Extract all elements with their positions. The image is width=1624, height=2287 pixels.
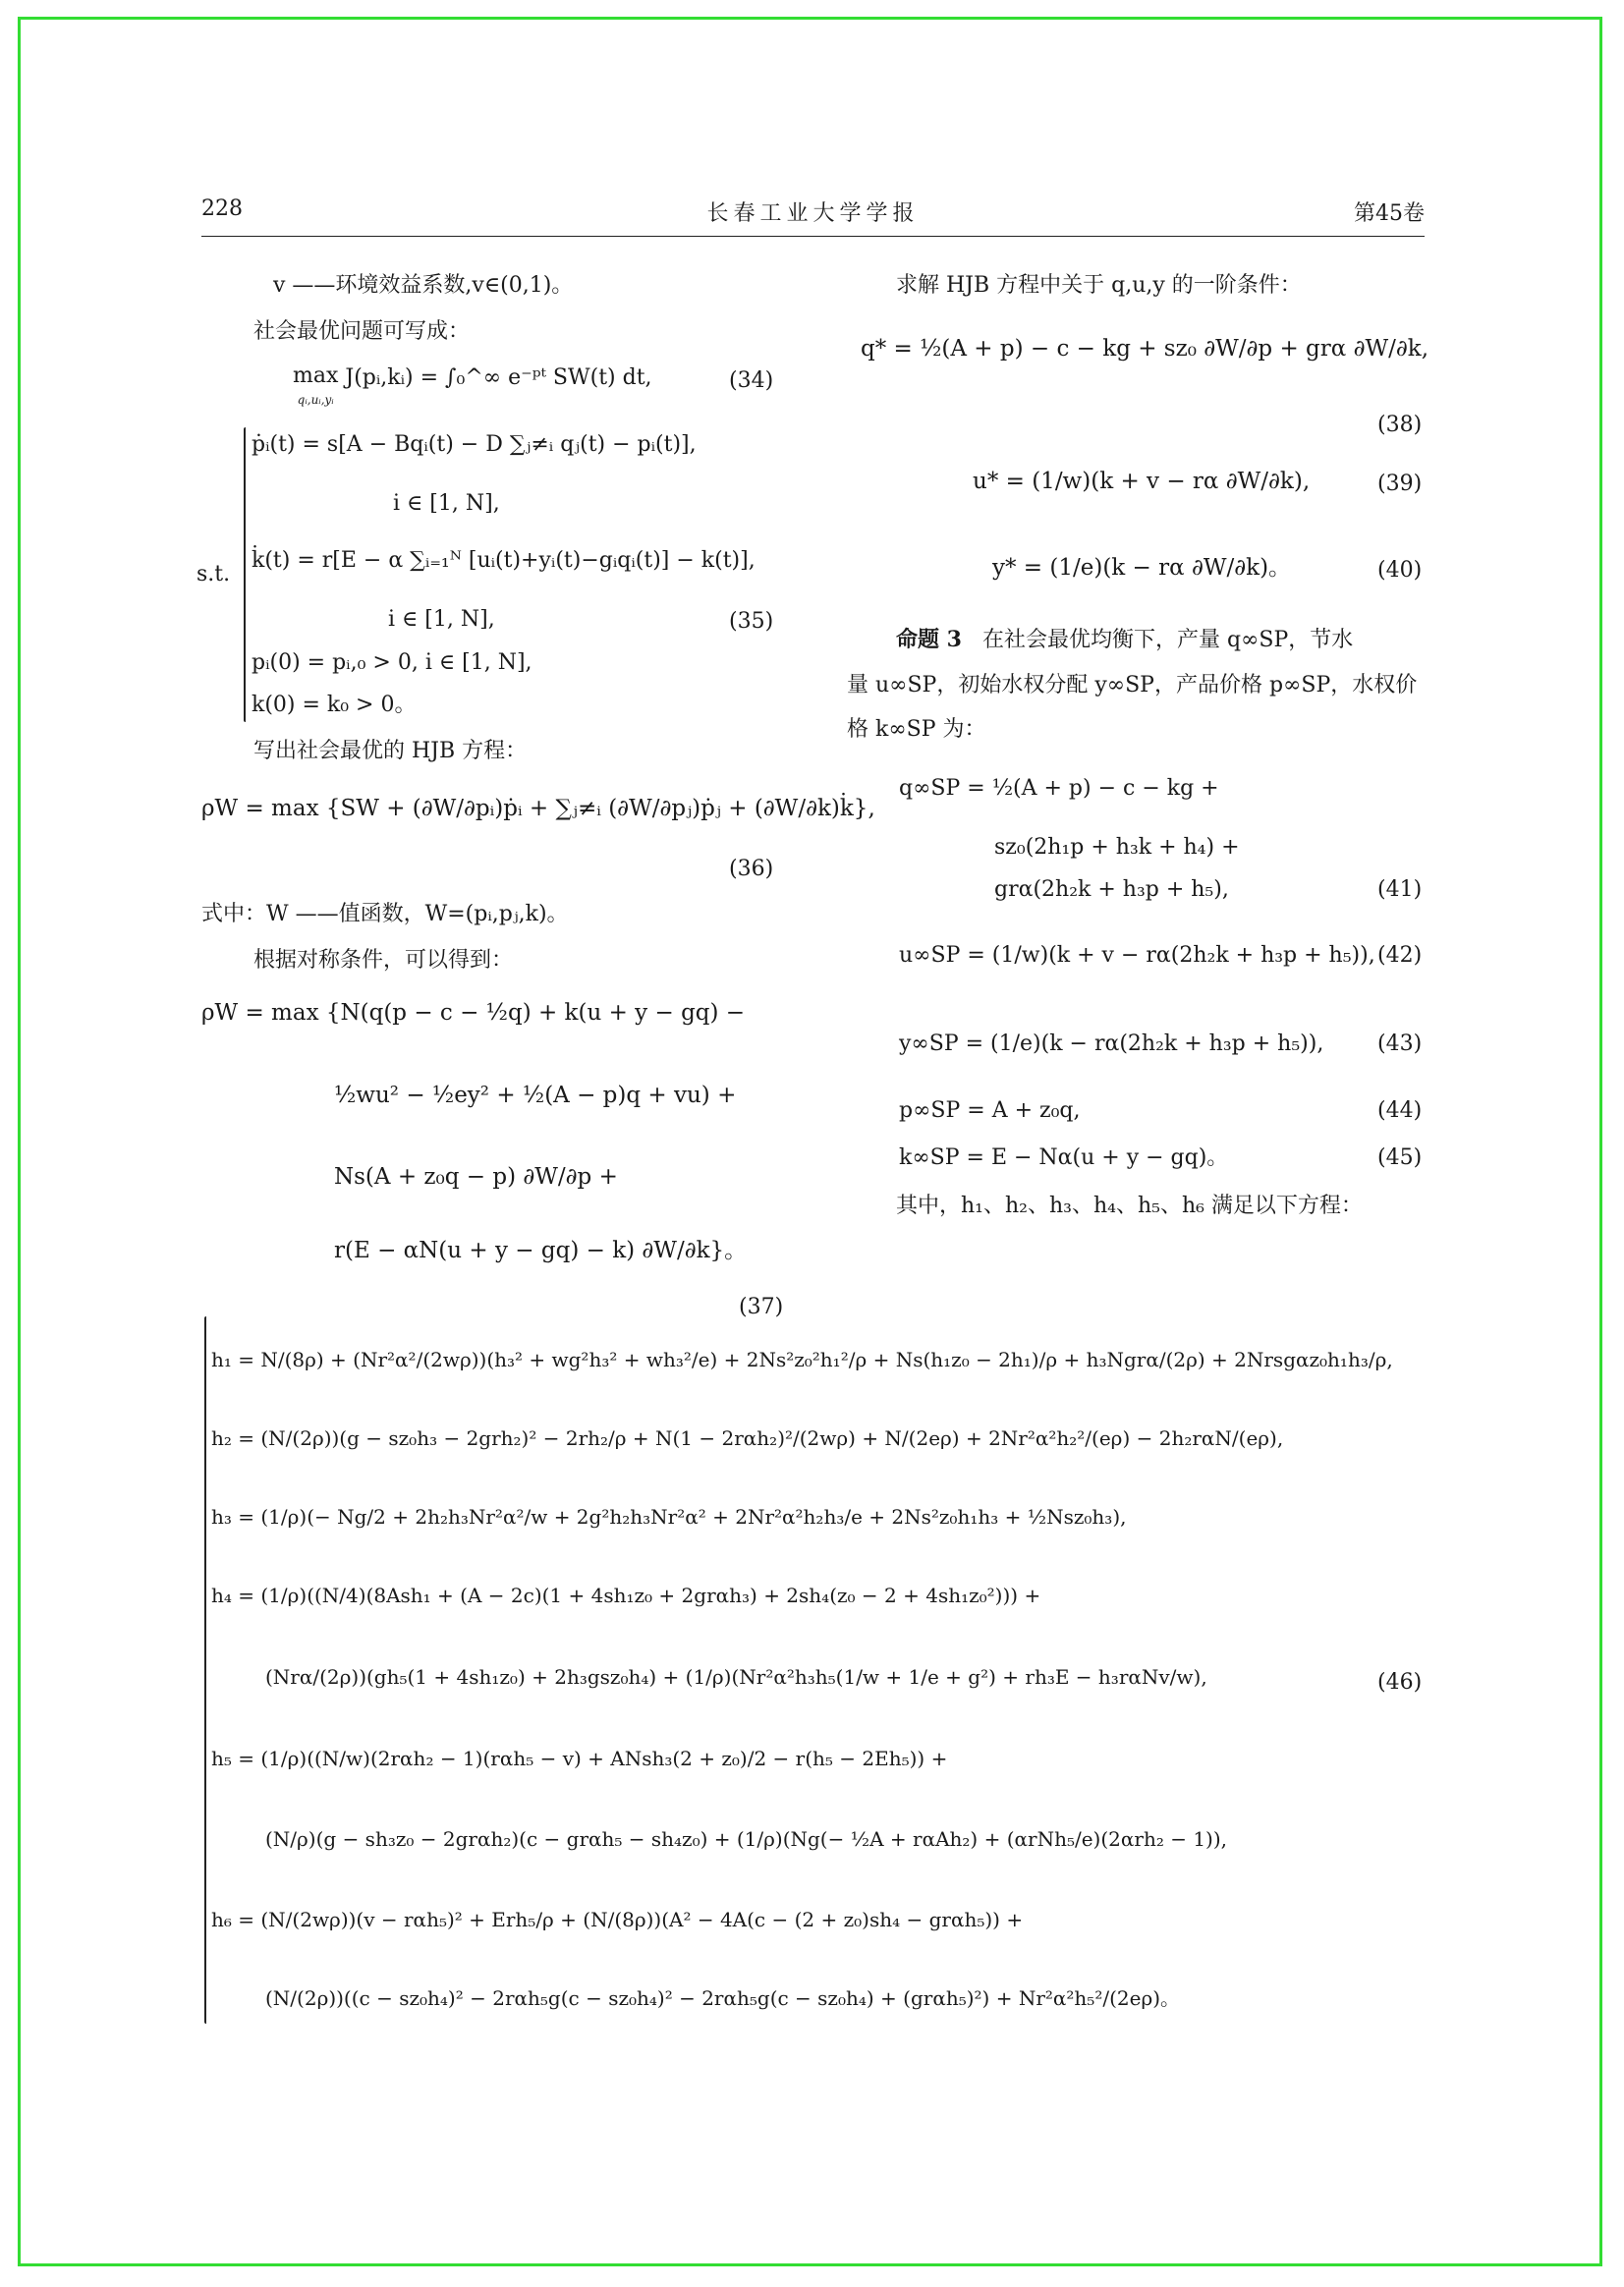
eq-number-45: (45) bbox=[1377, 1145, 1423, 1170]
eq-number-36: (36) bbox=[729, 857, 774, 881]
eq-number-34: (34) bbox=[729, 368, 774, 393]
social-intro: 社会最优问题可写成： bbox=[253, 319, 471, 344]
foc-intro: 求解 HJB 方程中关于 q,u,y 的一阶条件： bbox=[896, 273, 1302, 298]
journal-title: 长春工业大学学报 bbox=[706, 201, 920, 226]
equation-34 bbox=[293, 365, 652, 409]
eq-number-40: (40) bbox=[1377, 558, 1423, 583]
equation-37-line3: Ns(A + z₀q − p) ∂W/∂p + bbox=[334, 1164, 618, 1190]
equation-h4-line1: h₄ = (1/ρ)((N/4)(8Ash₁ + (A − 2c)(1 + 4sh₁z₀ + 2grαh₃) + 2sh₄(z₀ − 2 + 4sh₁z₀²))) + bbox=[211, 1584, 1041, 1607]
constraint-k: k̇(t) = r[E − α ∑ᵢ₌₁ᴺ [uᵢ(t)+yᵢ(t)−gᵢqᵢ(t)] − k(t)], bbox=[252, 548, 756, 573]
max-operator: max bbox=[293, 363, 339, 388]
equation-41-line1: q∞SP = ½(A + p) − c − kg + bbox=[899, 776, 1219, 801]
equation-38: q* = ½(A + p) − c − kg + sz₀ ∂W/∂p + grα ∂W/∂k, bbox=[861, 336, 1429, 362]
constraint-brace bbox=[244, 427, 246, 722]
eq-number-43: (43) bbox=[1377, 1032, 1423, 1056]
page-header bbox=[201, 193, 1425, 237]
equation-39: u* = (1/w)(k + v − rα ∂W/∂k), bbox=[973, 469, 1311, 494]
equation-h4-line2: (Nrα/(2ρ))(gh₅(1 + 4sh₁z₀) + 2h₃gsz₀h₄) + (1/ρ)(Nr²α²h₃h₅(1/w + 1/e + g²) + rh₃E − h₃rαNv/w), bbox=[265, 1665, 1207, 1689]
page-number: 228 bbox=[201, 196, 243, 221]
equation-37-line2: ½wu² − ½ey² + ½(A − p)q + vu) + bbox=[334, 1083, 737, 1108]
eq-number-46: (46) bbox=[1377, 1670, 1423, 1695]
equation-h5-line2: (N/ρ)(g − sh₃z₀ − 2grαh₂)(c − grαh₅ − sh₄z₀) + (1/ρ)(Ng(− ½A + rαAh₂) + (αrNh₅/e)(2αrh₂ − 1)), bbox=[265, 1827, 1228, 1851]
equation-34-body: J(pᵢ,kᵢ) = ∫₀^∞ e⁻ᵖᵗ SW(t) dt, bbox=[345, 365, 652, 390]
proposition-text-1: 在社会最优均衡下，产量 q∞SP，节水 bbox=[981, 628, 1354, 652]
proposition-3 bbox=[896, 627, 1353, 653]
proposition-label: 命题 3 bbox=[896, 627, 962, 652]
v-definition: v ——环境效益系数,v∈(0,1)。 bbox=[273, 273, 574, 298]
constraint-p: ṗᵢ(t) = s[A − Bqᵢ(t) − D ∑ⱼ≠ᵢ qⱼ(t) − pᵢ(t)], bbox=[252, 432, 697, 457]
eq-number-39: (39) bbox=[1377, 472, 1423, 496]
equation-36: ρW = max {SW + (∂W/∂pᵢ)ṗᵢ + ∑ⱼ≠ᵢ (∂W/∂pⱼ)ṗⱼ + (∂W/∂k)k̇}, bbox=[201, 796, 875, 821]
equation-43: y∞SP = (1/e)(k − rα(2h₂k + h₃p + h₅)), bbox=[899, 1032, 1324, 1056]
w-definition: 式中：W ——值函数，W=(pᵢ,pⱼ,k)。 bbox=[201, 902, 569, 926]
equation-41-line3: grα(2h₂k + h₃p + h₅), bbox=[994, 877, 1229, 902]
eq-number-37: (37) bbox=[739, 1295, 784, 1319]
equation-h6-line1: h₆ = (N/(2wρ))(v − rαh₅)² + Erh₅/ρ + (N/(8ρ))(A² − 4A(c − (2 + z₀)sh₄ − grαh₅)) + bbox=[211, 1908, 1024, 1931]
equation-44: p∞SP = A + z₀q, bbox=[899, 1098, 1081, 1123]
equation-45: k∞SP = E − Nα(u + y − gq)。 bbox=[899, 1145, 1229, 1170]
initial-k: k(0) = k₀ > 0。 bbox=[252, 693, 417, 717]
equation-h3: h₃ = (1/ρ)(− Ng/2 + 2h₂h₃Nr²α²/w + 2g²h₂h₃Nr²α² + 2Nr²α²h₂h₃/e + 2Ns²z₀h₁h₃ + ½Nsz₀h₃), bbox=[211, 1505, 1127, 1529]
eq-number-35: (35) bbox=[729, 609, 774, 634]
max-subscript: qᵢ,uᵢ,yᵢ bbox=[297, 393, 334, 407]
equation-37-line4: r(E − αN(u + y − gq) − k) ∂W/∂k}。 bbox=[334, 1238, 748, 1263]
initial-p: pᵢ(0) = pᵢ,₀ > 0, i ∈ [1, N], bbox=[252, 650, 532, 675]
equation-h2: h₂ = (N/(2ρ))(g − sz₀h₃ − 2grh₂)² − 2rh₂/ρ + N(1 − 2rαh₂)²/(2wρ) + N/(2eρ) + 2Nr²α²h₂²/(eρ) − 2h₂rαN/(eρ), bbox=[211, 1426, 1284, 1450]
equation-42: u∞SP = (1/w)(k + v − rα(2h₂k + h₃p + h₅)), bbox=[899, 943, 1375, 968]
system-brace bbox=[204, 1316, 206, 2024]
equation-41-line2: sz₀(2h₁p + h₃k + h₄) + bbox=[994, 835, 1240, 860]
equation-h5-line1: h₅ = (1/ρ)((N/w)(2rαh₂ − 1)(rαh₅ − v) + ANsh₃(2 + z₀)/2 − r(h₅ − 2Eh₅)) + bbox=[211, 1747, 948, 1770]
volume-label: 第45卷 bbox=[1354, 201, 1425, 226]
h-intro: 其中，h₁、h₂、h₃、h₄、h₅、h₆ 满足以下方程： bbox=[896, 1194, 1363, 1218]
equation-40: y* = (1/e)(k − rα ∂W/∂k)。 bbox=[992, 555, 1292, 581]
constraint-p-range: i ∈ [1, N], bbox=[393, 491, 500, 516]
hjb-intro: 写出社会最优的 HJB 方程： bbox=[253, 739, 528, 763]
eq-number-38: (38) bbox=[1377, 413, 1423, 437]
proposition-text-3: 格 k∞SP 为： bbox=[847, 717, 986, 742]
eq-number-44: (44) bbox=[1377, 1098, 1423, 1123]
equation-h1: h₁ = N/(8ρ) + (Nr²α²/(2wρ))(h₃² + wg²h₃² + wh₃²/e) + 2Ns²z₀²h₁²/ρ + Ns(h₁z₀ − 2h₁)/ρ + h₃Ngrα/(2ρ) + 2Nrsgαz₀h₁h₃/ρ, bbox=[211, 1348, 1393, 1371]
st-label: s.t. bbox=[196, 562, 231, 586]
eq-number-41: (41) bbox=[1377, 877, 1423, 902]
symmetry-intro: 根据对称条件，可以得到： bbox=[253, 948, 514, 973]
equation-37-line1: ρW = max {N(q(p − c − ½q) + k(u + y − gq) − bbox=[201, 1000, 746, 1026]
proposition-text-2: 量 u∞SP，初始水权分配 y∞SP，产品价格 p∞SP，水权价 bbox=[847, 673, 1418, 697]
constraint-k-range: i ∈ [1, N], bbox=[388, 607, 495, 632]
equation-h6-line2: (N/(2ρ))((c − sz₀h₄)² − 2rαh₅g(c − sz₀h₄)² − 2rαh₅g(c − sz₀h₄) + (grαh₅)²) + Nr²α²h₅²/(2eρ)。 bbox=[265, 1986, 1181, 2010]
eq-number-42: (42) bbox=[1377, 943, 1423, 968]
